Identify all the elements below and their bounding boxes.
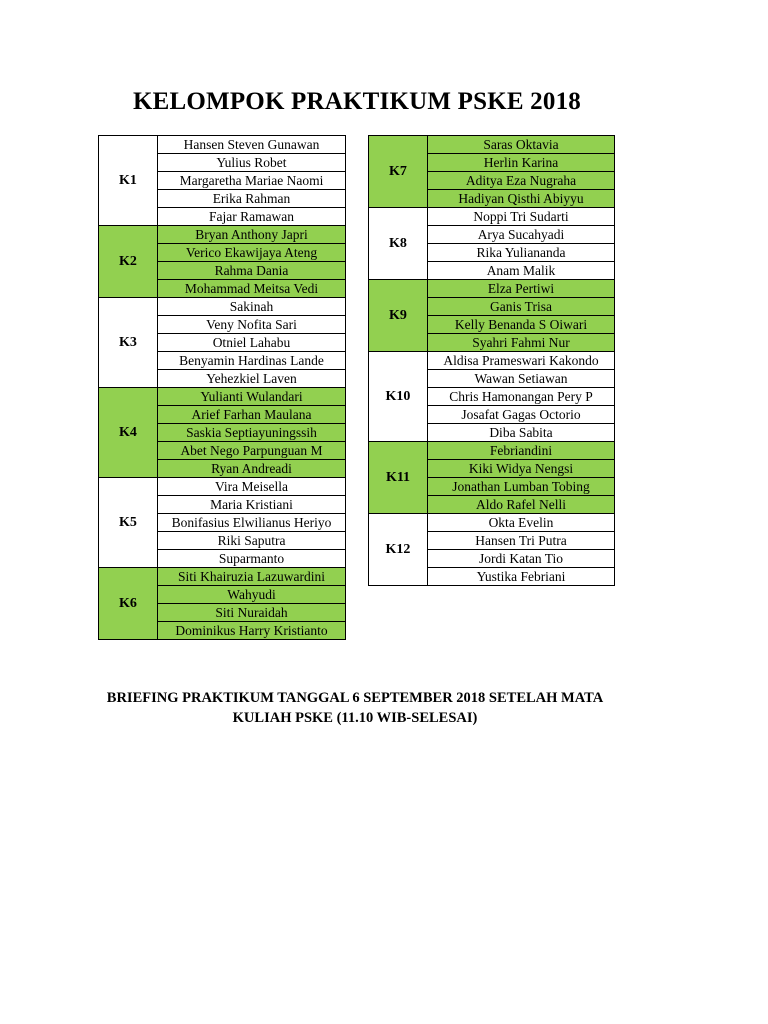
- member-name: Bonifasius Elwilianus Heriyo: [158, 514, 346, 532]
- group-label: K2: [99, 226, 158, 298]
- member-name: Benyamin Hardinas Lande: [158, 352, 346, 370]
- group-label: K12: [369, 514, 428, 586]
- member-name: Otniel Lahabu: [158, 334, 346, 352]
- member-name: Kelly Benanda S Oiwari: [428, 316, 615, 334]
- group-label: K7: [369, 136, 428, 208]
- member-name: Yustika Febriani: [428, 568, 615, 586]
- member-name: Okta Evelin: [428, 514, 615, 532]
- table-row: [369, 352, 615, 370]
- member-name: Elza Pertiwi: [428, 280, 615, 298]
- member-name: Vira Meisella: [158, 478, 346, 496]
- table-row: [369, 514, 615, 532]
- member-name: Dominikus Harry Kristianto: [158, 622, 346, 640]
- table-row: [99, 226, 346, 244]
- table-row: [99, 478, 346, 496]
- member-name: Rahma Dania: [158, 262, 346, 280]
- member-name: Hansen Tri Putra: [428, 532, 615, 550]
- member-name: Yulius Robet: [158, 154, 346, 172]
- briefing-note: [100, 688, 610, 728]
- member-name: Sakinah: [158, 298, 346, 316]
- member-name: Veny Nofita Sari: [158, 316, 346, 334]
- member-name: Bryan Anthony Japri: [158, 226, 346, 244]
- member-name: Siti Nuraidah: [158, 604, 346, 622]
- member-name: Ryan Andreadi: [158, 460, 346, 478]
- member-name: Mohammad Meitsa Vedi: [158, 280, 346, 298]
- page-title: KELOMPOK PRAKTIKUM PSKE 2018: [133, 88, 581, 115]
- member-name: Syahri Fahmi Nur: [428, 334, 615, 352]
- group-label: K8: [369, 208, 428, 280]
- group-label: K6: [99, 568, 158, 640]
- member-name: Diba Sabita: [428, 424, 615, 442]
- member-name: Noppi Tri Sudarti: [428, 208, 615, 226]
- table-row: [99, 388, 346, 406]
- member-name: Fajar Ramawan: [158, 208, 346, 226]
- table-row: [369, 136, 615, 154]
- member-name: Verico Ekawijaya Ateng: [158, 244, 346, 262]
- member-name: Saskia Septiayuningssih: [158, 424, 346, 442]
- group-label: K4: [99, 388, 158, 478]
- member-name: Aldisa Prameswari Kakondo: [428, 352, 615, 370]
- group-label: K11: [369, 442, 428, 514]
- member-name: Rika Yuliananda: [428, 244, 615, 262]
- table-row: [99, 298, 346, 316]
- group-label: K9: [369, 280, 428, 352]
- briefing-line-2: KULIAH PSKE (11.10 WIB-SELESAI): [232, 710, 478, 726]
- member-name: Aditya Eza Nugraha: [428, 172, 615, 190]
- group-table-right: [368, 135, 615, 586]
- member-name: Maria Kristiani: [158, 496, 346, 514]
- member-name: Herlin Karina: [428, 154, 615, 172]
- table-row: [99, 136, 346, 154]
- member-name: Jordi Katan Tio: [428, 550, 615, 568]
- group-label: K3: [99, 298, 158, 388]
- member-name: Kiki Widya Nengsi: [428, 460, 615, 478]
- briefing-line-1: BRIEFING PRAKTIKUM TANGGAL 6 SEPTEMBER 2018 SETELAH MATA: [106, 690, 604, 706]
- member-name: Arya Sucahyadi: [428, 226, 615, 244]
- table-row: [369, 280, 615, 298]
- group-table-left: [98, 135, 346, 640]
- member-name: Suparmanto: [158, 550, 346, 568]
- group-label: K10: [369, 352, 428, 442]
- member-name: Ganis Trisa: [428, 298, 615, 316]
- member-name: Aldo Rafel Nelli: [428, 496, 615, 514]
- member-name: Wawan Setiawan: [428, 370, 615, 388]
- member-name: Yulianti Wulandari: [158, 388, 346, 406]
- table-row: [369, 442, 615, 460]
- member-name: Saras Oktavia: [428, 136, 615, 154]
- member-name: Febriandini: [428, 442, 615, 460]
- table-row: [99, 568, 346, 586]
- member-name: Margaretha Mariae Naomi: [158, 172, 346, 190]
- group-label: K1: [99, 136, 158, 226]
- member-name: Riki Saputra: [158, 532, 346, 550]
- member-name: Josafat Gagas Octorio: [428, 406, 615, 424]
- member-name: Abet Nego Parpunguan M: [158, 442, 346, 460]
- member-name: Siti Khairuzia Lazuwardini: [158, 568, 346, 586]
- member-name: Anam Malik: [428, 262, 615, 280]
- group-label: K5: [99, 478, 158, 568]
- member-name: Arief Farhan Maulana: [158, 406, 346, 424]
- table-row: [369, 208, 615, 226]
- member-name: Hadiyan Qisthi Abiyyu: [428, 190, 615, 208]
- member-name: Erika Rahman: [158, 190, 346, 208]
- member-name: Jonathan Lumban Tobing: [428, 478, 615, 496]
- member-name: Wahyudi: [158, 586, 346, 604]
- member-name: Yehezkiel Laven: [158, 370, 346, 388]
- member-name: Hansen Steven Gunawan: [158, 136, 346, 154]
- member-name: Chris Hamonangan Pery P: [428, 388, 615, 406]
